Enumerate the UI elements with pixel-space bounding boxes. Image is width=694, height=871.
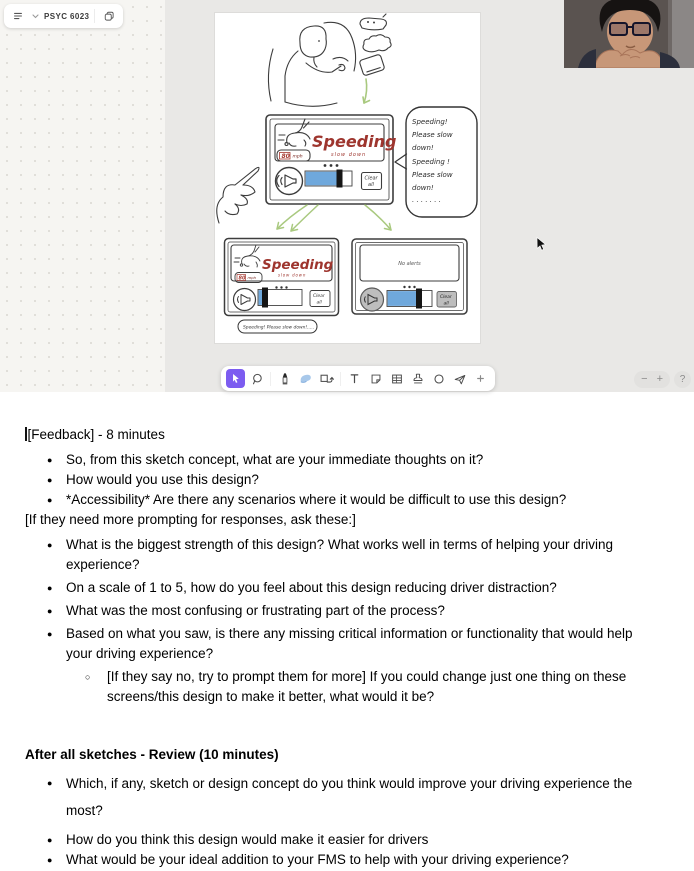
hand-tool[interactable]	[247, 369, 266, 388]
speed-badge	[277, 150, 310, 161]
highlighter-tool[interactable]	[296, 369, 315, 388]
list-item: ● What is the biggest strength of this design? What works well in terms of helping your driving experience?	[47, 537, 614, 572]
marker-tool[interactable]	[275, 369, 294, 388]
list-item: ● What would be your ideal addition to your FMS to help with your driving experience?	[25, 850, 669, 870]
speaker-icon	[276, 168, 303, 195]
list-item: ● On a scale of 1 to 5, how do you feel about this design reducing driver distraction?	[25, 578, 669, 598]
clear-all-button-sketch	[310, 291, 330, 307]
feedback-bullets	[25, 450, 669, 510]
file-header	[4, 4, 123, 28]
svg-text:. . . . . . .: . . . . . . .	[412, 196, 441, 204]
svg-text:80: 80	[238, 275, 246, 282]
text-icon	[348, 372, 361, 385]
shapes-icon	[319, 371, 334, 386]
review-heading: After all sketches - Review (10 minutes)	[25, 747, 279, 762]
main-menu-button[interactable]	[9, 7, 27, 25]
script-document[interactable]	[0, 392, 694, 871]
text-tool[interactable]	[345, 369, 364, 388]
main-title: Speeding	[312, 132, 397, 151]
svg-text:Clear: Clear	[313, 294, 325, 299]
driver-doodle	[268, 22, 355, 106]
svg-text:all: all	[316, 300, 322, 306]
list-item: ● Based on what you saw, is there any missing critical information or functionality that would help your driving experience?	[47, 626, 633, 661]
clear-all-button-sketch	[437, 292, 457, 308]
svg-text:Please slow: Please slow	[412, 131, 453, 139]
sticky-note-tool[interactable]	[366, 369, 385, 388]
divider	[270, 372, 271, 386]
bullet-marker: ●	[47, 455, 53, 465]
more-tools-button[interactable]	[471, 369, 490, 388]
mouse-cursor-icon	[536, 237, 547, 251]
svg-text:down!: down!	[412, 184, 434, 192]
page-dots	[324, 164, 339, 167]
bullet-marker: ●	[47, 495, 53, 505]
bullet-marker: ●	[47, 835, 53, 845]
prompting-heading: [If they need more prompting for responses, ask these:]	[25, 512, 356, 527]
bullet-marker: ●	[47, 778, 53, 788]
pointing-hand-doodle	[217, 167, 259, 223]
rabbit-icon	[234, 245, 260, 267]
sketch-paper	[215, 13, 480, 343]
list-item: ● What was the most confusing or frustrating part of the process?	[25, 601, 669, 621]
bullet-marker: ●	[47, 606, 53, 616]
divider	[94, 9, 95, 23]
svg-text:Clear: Clear	[440, 295, 452, 300]
speech-bubble	[395, 107, 477, 217]
svg-text:all: all	[443, 301, 449, 307]
svg-text:mph: mph	[247, 275, 257, 280]
car-doodle	[360, 14, 386, 30]
zoom-in-button[interactable]: +	[656, 373, 663, 385]
arrow-branch-icons	[277, 205, 391, 231]
bullet-marker: ●	[47, 540, 53, 550]
list-item: ● *Accessibility* Are there any scenarios where it would be difficult to use this design?	[25, 490, 669, 510]
widget-icon	[453, 372, 467, 386]
widget-tool[interactable]	[450, 369, 469, 388]
stamp-tool[interactable]	[408, 369, 427, 388]
list-item: ● How do you think this design would make it easier for drivers	[25, 830, 669, 850]
hand-icon	[250, 372, 264, 386]
main-screen-sketch	[266, 115, 396, 204]
bullet-marker: ●	[47, 629, 53, 639]
select-tool[interactable]	[226, 369, 245, 388]
copy-icon	[103, 10, 115, 22]
highlighter-icon	[298, 371, 313, 386]
rabbit-icon	[278, 119, 310, 146]
table-tool[interactable]	[387, 369, 406, 388]
clear-all-button-sketch	[362, 173, 382, 190]
left-screen-sketch	[225, 239, 339, 334]
bullet-marker: ●	[47, 475, 53, 485]
sticky-note-icon	[369, 372, 383, 386]
right-screen-sketch	[352, 239, 467, 314]
circle-shape-icon	[432, 372, 446, 386]
svg-text:mph: mph	[292, 154, 303, 160]
main-subtitle: slow down	[331, 152, 367, 158]
thought-cloud-doodle	[363, 35, 391, 52]
stamp-icon	[411, 372, 425, 386]
list-item: ● So, from this sketch concept, what are your immediate thoughts on it?	[25, 450, 669, 470]
speaker-icon	[361, 288, 384, 311]
section-tool[interactable]	[429, 369, 448, 388]
svg-text:Clear: Clear	[364, 175, 378, 182]
shape-connector-tool[interactable]	[317, 369, 336, 388]
bullet-marker: ●	[47, 583, 53, 593]
alert-progress-bar	[258, 288, 302, 308]
chevron-down-icon[interactable]	[32, 14, 39, 19]
list-item: ● Which, if any, sketch or design concept do you think would improve your driving experience the most?	[25, 770, 669, 824]
marker-icon	[278, 372, 292, 386]
phone-doodle	[359, 54, 385, 76]
svg-text:Speeding!: Speeding!	[412, 118, 448, 126]
help-button[interactable]: ?	[674, 371, 691, 388]
speaker-icon	[234, 289, 256, 311]
no-alerts-label: No alerts	[398, 261, 421, 267]
menu-icon	[12, 10, 24, 22]
file-title: PSYC 6023	[44, 11, 90, 21]
arrow-down-icon	[363, 79, 370, 103]
zoom-out-button[interactable]: −	[641, 373, 648, 385]
table-icon	[390, 372, 404, 386]
sub-bullet-marker: ○	[85, 672, 91, 682]
svg-text:Please slow: Please slow	[412, 171, 453, 179]
figjam-toolbar	[221, 366, 495, 391]
list-item: ● How would you use this design?	[25, 470, 669, 490]
prompting-bullets	[25, 535, 669, 707]
feedback-heading: [Feedback] - 8 minutes	[25, 425, 669, 445]
zoom-controls	[634, 371, 670, 388]
alert-progress-bar	[305, 170, 352, 188]
alert-progress-bar	[387, 289, 432, 309]
svg-text:all: all	[368, 182, 374, 188]
svg-text:Speeding! Please slow down!...: Speeding! Please slow down!.....	[243, 325, 315, 331]
design-sketch	[215, 13, 480, 343]
page-dots	[403, 286, 415, 288]
whiteboard-canvas[interactable]	[0, 0, 694, 392]
page-dots	[275, 286, 287, 288]
svg-text:down!: down!	[412, 144, 434, 152]
duplicate-file-button[interactable]	[100, 7, 118, 25]
svg-text:slow down: slow down	[278, 272, 307, 278]
bullet-marker: ●	[47, 855, 53, 865]
svg-text:Speeding !: Speeding !	[412, 158, 450, 166]
svg-text:80: 80	[281, 153, 290, 160]
divider	[340, 372, 341, 386]
plus-icon	[474, 372, 487, 385]
participant-video	[564, 0, 694, 68]
cursor-icon	[229, 372, 242, 385]
review-bullets	[25, 770, 669, 870]
text-caret	[25, 427, 27, 441]
svg-text:Speeding: Speeding	[262, 257, 334, 273]
sub-list-item: ○ [If they say no, try to prompt them for more] If you could change just one thing on these screens/this design to make it better, what would it be?	[85, 669, 627, 704]
webcam-video-feed[interactable]	[564, 0, 694, 68]
caption-bubble	[238, 320, 317, 333]
